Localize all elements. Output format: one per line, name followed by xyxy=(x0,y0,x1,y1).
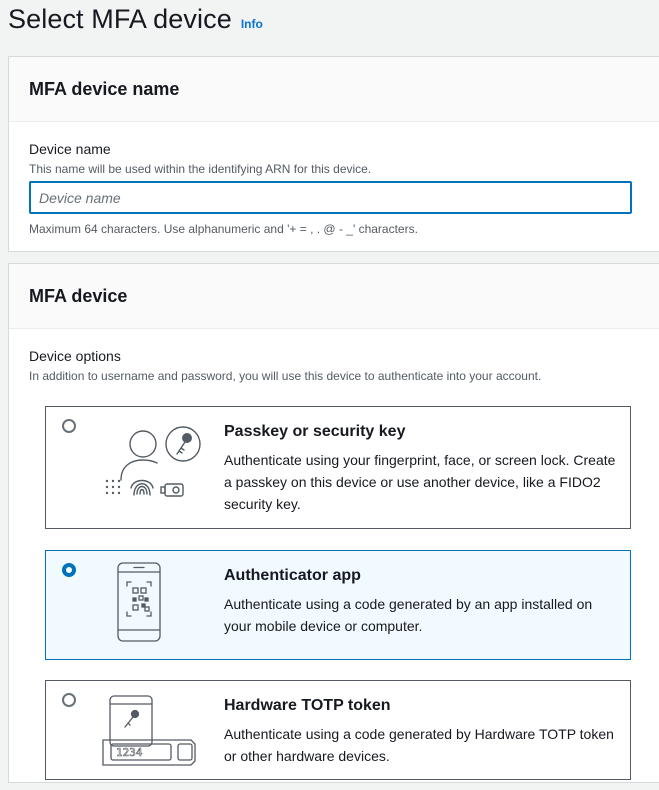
option-authenticator-app[interactable] xyxy=(45,550,631,660)
option-passkey-description: Authenticate using your fingerprint, face, or screen lock. Create a passkey on this device or use another device, like a FIDO2 security key. xyxy=(224,452,616,512)
radio-hardware-totp[interactable] xyxy=(62,693,76,707)
page-header xyxy=(8,0,263,44)
passkey-illustration-icon xyxy=(101,416,221,516)
device-name-field xyxy=(9,141,659,236)
mfa-device-panel xyxy=(8,263,659,783)
option-hardware-totp[interactable] xyxy=(45,680,631,780)
device-options-label: Device options xyxy=(29,348,121,364)
hardware-token-illustration-icon xyxy=(101,690,221,790)
radio-authenticator-app[interactable] xyxy=(62,563,76,577)
option-passkey[interactable] xyxy=(45,406,631,529)
info-link[interactable]: Info xyxy=(240,17,263,31)
device-name-panel-title: MFA device name xyxy=(29,78,180,99)
device-name-input[interactable] xyxy=(29,181,632,214)
mfa-device-panel-title: MFA device xyxy=(29,285,128,306)
mfa-device-panel-header xyxy=(9,264,659,329)
device-name-constraint: Maximum 64 characters. Use alphanumeric and '+ = , . @ - _' characters. xyxy=(29,222,418,236)
option-hardware-totp-title: Hardware TOTP token xyxy=(224,697,391,714)
device-name-panel xyxy=(8,56,659,252)
option-authenticator-app-description: Authenticate using a code generated by an app installed on your mobile device or computer. xyxy=(224,596,593,634)
authenticator-app-illustration-icon xyxy=(101,560,221,660)
option-authenticator-app-title: Authenticator app xyxy=(224,567,361,584)
option-passkey-title: Passkey or security key xyxy=(224,423,406,440)
device-options-field xyxy=(9,348,659,383)
option-hardware-totp-description: Authenticate using a code generated by Hardware TOTP token or other hardware devices. xyxy=(224,726,614,764)
page-title: Select MFA device xyxy=(8,4,232,34)
device-name-panel-header xyxy=(9,57,659,122)
device-name-description: This name will be used within the identifying ARN for this device. xyxy=(29,162,372,176)
device-options-description: In addition to username and password, you will use this device to authenticate into your account. xyxy=(29,369,542,383)
device-name-label: Device name xyxy=(29,141,111,157)
radio-passkey[interactable] xyxy=(62,419,76,433)
token-display-text: 1234 xyxy=(116,746,143,759)
